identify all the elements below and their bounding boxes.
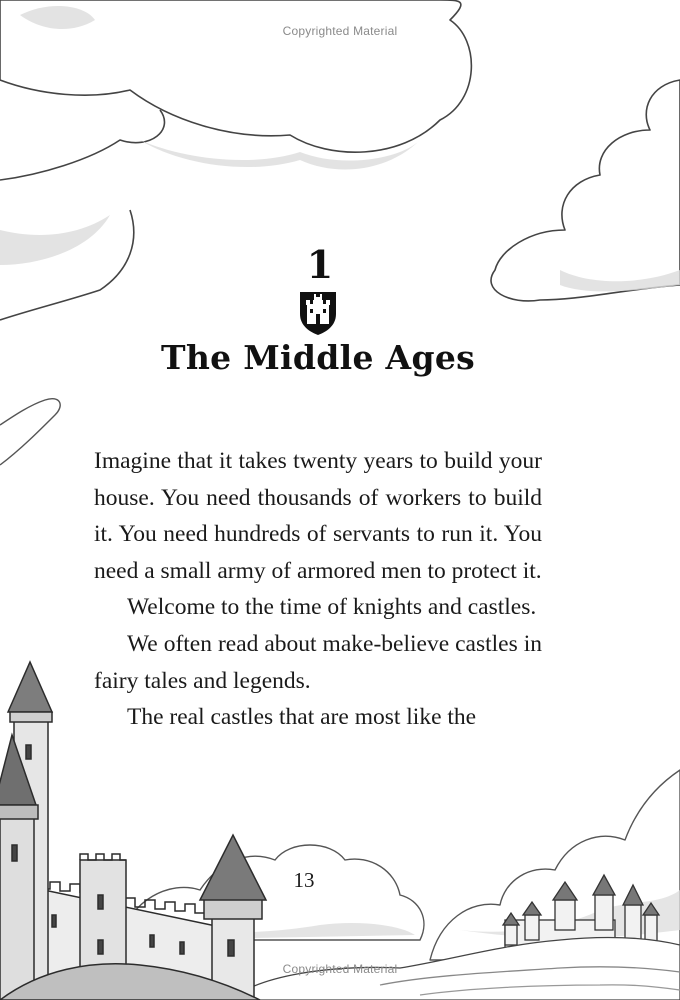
castle-shield-icon xyxy=(298,290,338,336)
body-text xyxy=(94,443,542,736)
paragraph: The real castles that are most like the xyxy=(127,704,477,731)
paragraph: Welcome to the time of knights and castles. xyxy=(127,594,537,621)
page-number: 13 xyxy=(293,868,315,892)
paragraph: Imagine that it takes twenty years to build your house. You need thousands of workers to build it. You need hundreds of servants to run it. You need a small army of armored men to protect it. xyxy=(94,448,542,584)
cloud-left-middle xyxy=(0,399,60,465)
copyright-notice-top: Copyrighted Material xyxy=(282,24,398,38)
paragraph: We often read about make-believe castles in fairy tales and legends. xyxy=(94,630,542,694)
chapter-number: 1 xyxy=(306,242,334,287)
chapter-title: The Middle Ages xyxy=(160,338,476,377)
copyright-notice-bottom: Copyrighted Material xyxy=(282,962,398,976)
